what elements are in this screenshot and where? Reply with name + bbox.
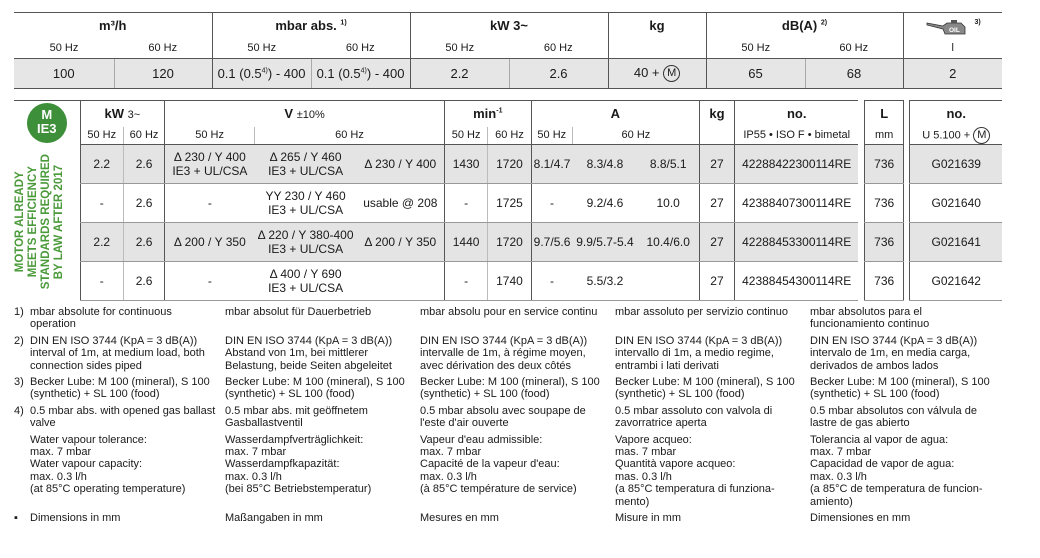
motor-symbol-2: M [973, 127, 990, 144]
performance-table [14, 12, 1002, 89]
pressure-60hz: 60 Hz [345, 42, 375, 55]
flow-60hz: 60 Hz [148, 42, 178, 55]
speed-header: $\min^{-1}$ [444, 101, 531, 127]
ie3-badge: M IE3 [27, 103, 67, 143]
part-no-sub: U 5.100 + M [910, 127, 1002, 145]
pressure-50hz: 50 Hz [212, 39, 311, 59]
flow-50hz: 50 Hz [49, 42, 79, 55]
power-header: kW 3~ [410, 13, 608, 39]
footnote-3: 3) Becker Lube: M 100 (mineral), S 100 (synthetic) + SL 100 (food) Becker Lube: M 100 (mineral), S 100 (synthetic) + SL 100 (food) Becker Lube: M 100 (mineral), S 100 (synthetic) + SL 100 (food) Becker Lube: M 100 (mineral), S 100 (synthetic) + SL 100 (food) Becker Lube: M 100 (mineral), S 100 (synthetic) + SL 100 (food) [14, 376, 990, 401]
table-row: - 2.6 - YY 230 / Y 460 IE3 + UL/CSA usable @ 208 - 1725 - 9.2/4.6 10.0 27 42388407300114RE 736 G021640 [14, 183, 1002, 222]
speed-60hz: 60 Hz [488, 127, 531, 145]
flow-50-value: 100 [14, 59, 114, 89]
flow-60-value: 120 [114, 59, 212, 89]
flow-header: m³/h [14, 13, 212, 39]
footnotes [14, 306, 1034, 525]
kg-sub [699, 127, 734, 145]
kw-50hz: 50 Hz [80, 127, 123, 145]
table-row: MOTOR ALREADY MEETS EFFICIENCY STANDARDS REQUIRED BY LAW AFTER 2017 2.2 2.6 Δ 230 / Y 400 IE3 + UL/CSA Δ 265 / Y 460 IE3 + UL/CSA Δ 230 / Y 400 1430 1720 8.1/4.7 8.3/4.8 8.8/5.1 27 42288422300114RE 736 G021639 [14, 144, 1002, 183]
pressure-60-value: 0.1 (0.5$^{4)}$) - 400 [311, 59, 410, 89]
footnote-4: 4) 0.5 mbar abs. with opened gas ballast valve 0.5 mbar abs. mit geöffnetem Gasballastventil 0.5 mbar absolu avec soupape de l'este d'air ouverte 0.5 mbar assoluto con valvola di zavorratrice aperta 0.5 mbar absolutos con válvula de lastre de gas abierto [14, 404, 977, 430]
table-row: - 2.6 - Δ 400 / Y 690 IE3 + UL/CSA - 1740 - 5.5/3.2 27 42388454300114RE 736 G021642 [14, 261, 1002, 300]
noise-60hz: 60 Hz [839, 42, 869, 55]
weight-header: kg [608, 13, 706, 39]
weight-sub [608, 39, 706, 59]
oil-unit: l [903, 39, 1002, 59]
oil-value: 2 [903, 59, 1002, 89]
motor-no-header: no. [735, 101, 859, 127]
oil-can-icon [925, 17, 971, 35]
part-no-header: no. [910, 101, 1002, 127]
oil-header: OIL $^{3)}$ [903, 13, 1002, 39]
power-60-value: 2.6 [509, 59, 608, 89]
current-50hz: 50 Hz [531, 127, 572, 145]
current-header: A [531, 101, 699, 127]
noise-50hz: 50 Hz [706, 39, 805, 59]
footnote-2: 2) DIN EN ISO 3744 (KpA = 3 dB(A)) interval of 1m, at medium load, both connection sides piped DIN EN ISO 3744 (KpA = 3 dB(A)) Abstand von 1m, bei mittlerer Belastung, beide Seiten abgeleitet DIN EN ISO 3744 (KpA = 3 dB(A)) intervalle de 1m, à régime moyen, avec dérivation des deux côtés DIN EN ISO 3744 (KpA = 3 dB(A)) intervallo di 1m, a medio regime, entrambi i lati derivati DIN EN ISO 3744 (KpA = 3 dB(A)) intervalo de 1m, en media carga, derivados de ambos lados [14, 334, 978, 372]
footnote-1: 1) mbar absolute for continuous operation mbar absolut für Dauerbetrieb mbar absolu pour en service continu mbar assoluto per servizio continuo mbar absolutos para el funcionamiento continuo [14, 306, 930, 331]
voltage-header: V ±10% [165, 101, 445, 127]
footnote-dimensions: ▪ Dimensions in mm Maßangaben in mm Mesures en mm Misure in mm Dimensiones en mm [14, 512, 911, 525]
motor-no-sub: IP55 • ISO F • bimetal [735, 127, 859, 145]
voltage-60hz: 60 Hz [255, 127, 445, 145]
noise-50-value: 65 [706, 59, 805, 89]
power-50-value: 2.2 [410, 59, 509, 89]
footnote-vapour: Water vapour tolerance: max. 7 mbar Water vapour capacity: max. 0.3 l/h (at 85°C operating temperature) Wasserdampfverträglichkeit: max. 7 mbar Wasserdampfkapazität: max. 0.3 l/h (bei 85°C Betriebstemperatur) Vapeur d'eau admissible: max. 7 mbar Capacité de la vapeur d'eau: max. 0.3 l/h (à 85°C température de service) Vapore acqueo: mas. 7 mbar Quantità vapore acqueo: mas. 0.3 l/h (a 85°C temperatura di funziona- mento) Tolerancia al vapor de agua: max. 7 mbar Capacidad de vapor de agua: max. 0.3 l/h (a 85°C de temperatura de funcion- amiento) [30, 433, 983, 508]
current-60hz: 60 Hz [572, 127, 699, 145]
weight-value: 40 + M [608, 59, 706, 89]
power-60hz: 60 Hz [543, 42, 573, 55]
pressure-50-value: 0.1 (0.5$^{4)}$) - 400 [212, 59, 311, 89]
kw-header: kW 3~ [80, 101, 165, 127]
length-unit: mm [865, 127, 904, 145]
power-50hz: 50 Hz [410, 39, 509, 59]
oil-label: OIL [948, 26, 960, 34]
length-header: L [865, 101, 904, 127]
pressure-header: mbar abs. $^{1)}$ [212, 13, 410, 39]
kg-header: kg [699, 101, 734, 127]
kw-60hz: 60 Hz [123, 127, 164, 145]
speed-50hz: 50 Hz [444, 127, 487, 145]
ie3-badge-cell [14, 101, 80, 145]
noise-60-value: 68 [805, 59, 903, 89]
motor-symbol: M [663, 65, 680, 82]
noise-header: dB(A) $^{2)}$ [706, 13, 903, 39]
voltage-50hz: 50 Hz [165, 127, 255, 145]
motor-table [14, 100, 1002, 301]
efficiency-note: MOTOR ALREADY MEETS EFFICIENCY STANDARDS REQUIRED BY LAW AFTER 2017 [14, 144, 80, 300]
table-row: 2.2 2.6 Δ 200 / Y 350 Δ 220 / Y 380-400 IE3 + UL/CSA Δ 200 / Y 350 1440 1720 9.7/5.6 9.9/5.7-5.4 10.4/6.0 27 42288453300114RE 736 G021641 [14, 222, 1002, 261]
